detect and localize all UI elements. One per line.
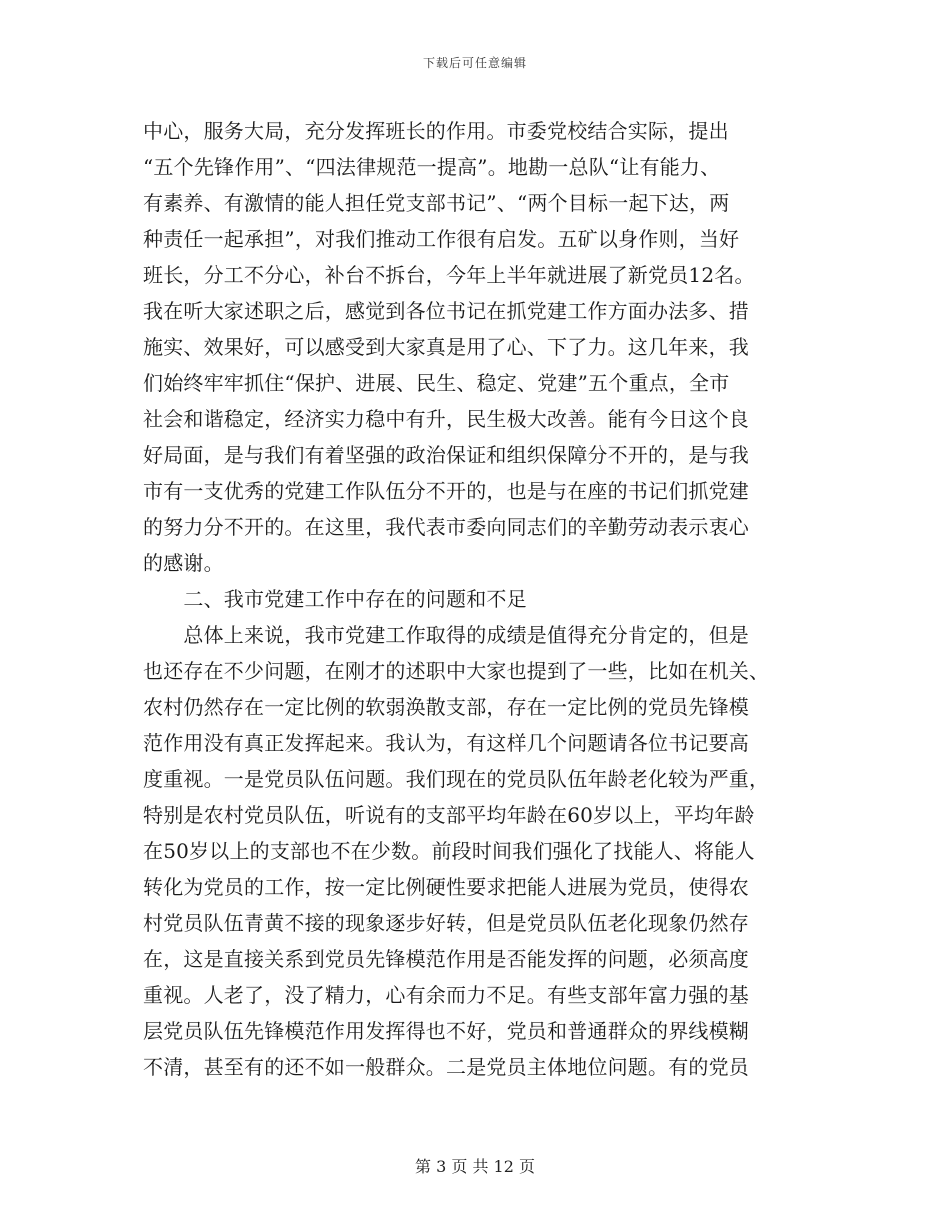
text-line: 总体上来说，我市党建工作取得的成绩是值得充分肯定的，但是 bbox=[143, 623, 749, 647]
text-line: 农村仍然存在一定比例的软弱涣散支部，存在一定比例的党员先锋模 bbox=[143, 695, 749, 719]
text-line: 在，这是直接关系到党员先锋模范作用是否能发挥的问题，必须高度 bbox=[143, 947, 749, 971]
text-line: 种责任一起承担”，对我们推动工作很有启发。五矿以身作则，当好 bbox=[143, 227, 740, 251]
text-line: 有素养、有激情的能人担任党支部书记”、“两个目标一起下达，两 bbox=[143, 191, 730, 215]
text-line: 在50岁以上的支部也不在少数。前段时间我们强化了找能人、将能人 bbox=[143, 839, 755, 863]
text-line: 的感谢。 bbox=[143, 551, 224, 575]
text-line: 社会和谐稳定，经济实力稳中有升，民生极大改善。能有今日这个良 bbox=[143, 407, 749, 431]
text-line: “五个先锋作用”、“四法律规范一提高”。地勘一总队“让有能力、 bbox=[143, 155, 721, 179]
document-body bbox=[143, 113, 808, 1085]
section-heading: 二、我市党建工作中存在的问题和不足 bbox=[143, 587, 527, 611]
text-line: 转化为党员的工作，按一定比例硬性要求把能人进展为党员，使得农 bbox=[143, 875, 749, 899]
text-line: 市有一支优秀的党建工作队伍分不开的，也是与在座的书记们抓党建 bbox=[143, 479, 749, 503]
text-line: 范作用没有真正发挥起来。我认为，有这样几个问题请各位书记要高 bbox=[143, 731, 749, 755]
text-line: 施实、效果好，可以感受到大家真是用了心、下了力。这几年来，我 bbox=[143, 335, 749, 359]
text-line: 也还存在不少问题，在刚才的述职中大家也提到了一些，比如在机关、 bbox=[143, 659, 770, 683]
page-header: 下载后可任意编辑 bbox=[422, 56, 527, 70]
text-line: 层党员队伍先锋模范作用发挥得也不好，党员和普通群众的界线模糊 bbox=[143, 1019, 749, 1043]
text-line: 的努力分不开的。在这里，我代表市委向同志们的辛勤劳动表示衷心 bbox=[143, 515, 749, 539]
text-line: 我在听大家述职之后，感觉到各位书记在抓党建工作方面办法多、措 bbox=[143, 299, 749, 323]
page-number: 第 3 页 共 12 页 bbox=[415, 1157, 535, 1176]
text-line: 重视。人老了，没了精力，心有余而力不足。有些支部年富力强的基 bbox=[143, 983, 749, 1007]
text-line: 特别是农村党员队伍，听说有的支部平均年龄在60岁以上，平均年龄 bbox=[143, 803, 755, 827]
text-line: 中心，服务大局，充分发挥班长的作用。市委党校结合实际，提出 bbox=[143, 119, 729, 143]
text-line: 度重视。一是党员队伍问题。我们现在的党员队伍年龄老化较为严重， bbox=[143, 767, 770, 791]
text-line: 班长，分工不分心，补台不拆台，今年上半年就进展了新党员12名。 bbox=[143, 263, 755, 287]
text-line: 们始终牢牢抓住“保护、进展、民生、稳定、党建”五个重点，全市 bbox=[143, 371, 730, 395]
text-line: 好局面，是与我们有着坚强的政治保证和组织保障分不开的，是与我 bbox=[143, 443, 749, 467]
text-line: 村党员队伍青黄不接的现象逐步好转，但是党员队伍老化现象仍然存 bbox=[143, 911, 749, 935]
text-line: 不清，甚至有的还不如一般群众。二是党员主体地位问题。有的党员 bbox=[143, 1055, 749, 1079]
